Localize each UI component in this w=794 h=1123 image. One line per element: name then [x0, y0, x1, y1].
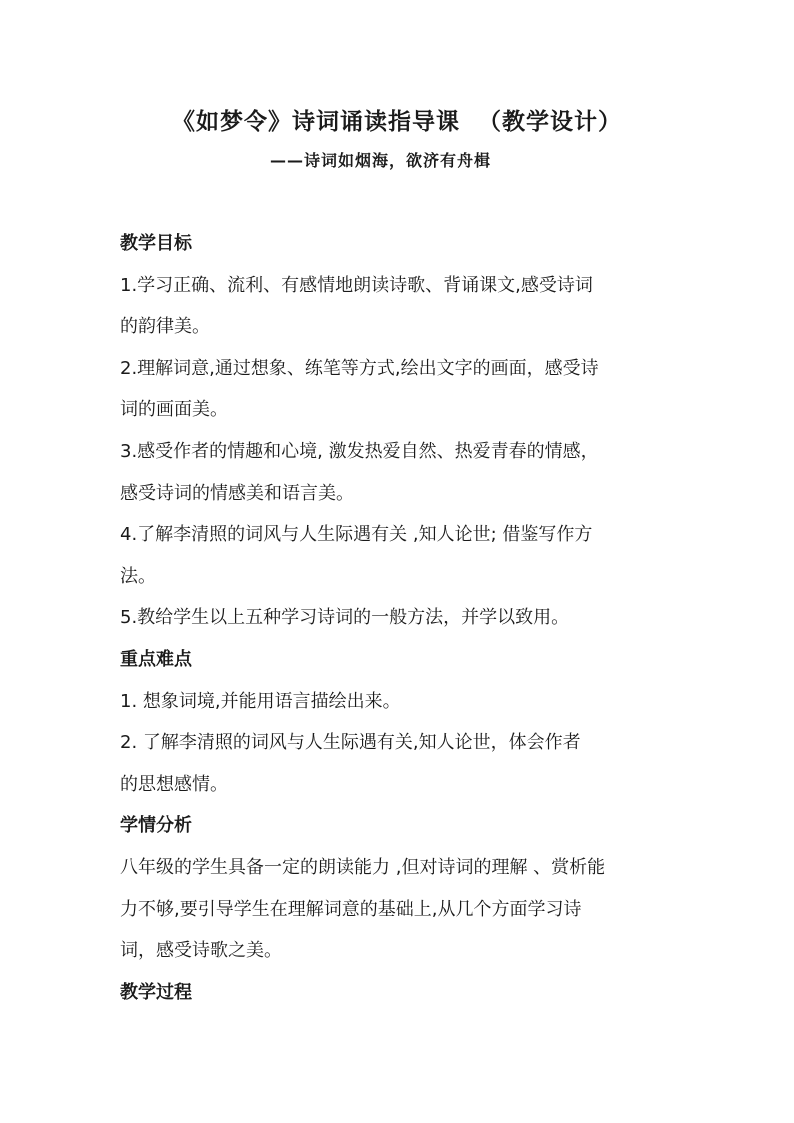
objective-4-line-1: 4.了解李清照的词风与人生际遇有关 ,知人论世; 借鉴写作方 — [120, 524, 593, 546]
objective-4-line-2: 法。 — [120, 565, 156, 587]
section-heading-analysis: 学情分析 — [120, 815, 192, 837]
key-point-2-line-2: 的思想感情。 — [120, 773, 228, 795]
document-title: 《如梦令》诗词诵读指导课 （教学设计） — [171, 109, 622, 135]
analysis-line-2: 力不够,要引导学生在理解词意的基础上,从几个方面学习诗 — [120, 898, 582, 920]
objective-3-line-2: 感受诗词的情感美和语言美。 — [120, 482, 354, 504]
key-point-1-line-1: 1. 想象词境,并能用语言描绘出来。 — [120, 690, 401, 712]
analysis-line-3: 词，感受诗歌之美。 — [120, 940, 282, 962]
objective-2-line-2: 词的画面美。 — [120, 399, 228, 421]
section-heading-process: 教学过程 — [120, 981, 192, 1003]
objective-1-line-1: 1.学习正确、流利、有感情地朗读诗歌、背诵课文,感受诗词 — [120, 274, 593, 296]
objective-5-line-1: 5.教给学生以上五种学习诗词的一般方法，并学以致用。 — [120, 607, 570, 629]
document-subtitle: ——诗词如烟海，欲济有舟楫 — [270, 151, 492, 170]
objective-3-line-1: 3.感受作者的情趣和心境, 激发热爱自然、热爱青春的情感， — [120, 440, 599, 462]
analysis-line-1: 八年级的学生具备一定的朗读能力 ,但对诗词的理解 、赏析能 — [120, 856, 606, 878]
key-point-2-line-1: 2. 了解李清照的词风与人生际遇有关,知人论世，体会作者 — [120, 732, 581, 754]
section-heading-objectives: 教学目标 — [120, 233, 192, 254]
document-body — [120, 226, 680, 1016]
objective-1-line-2: 的韵律美。 — [120, 316, 210, 338]
section-heading-key-points: 重点难点 — [120, 648, 192, 670]
objective-2-line-1: 2.理解词意,通过想象、练笔等方式,绘出文字的画面，感受诗 — [120, 357, 599, 379]
